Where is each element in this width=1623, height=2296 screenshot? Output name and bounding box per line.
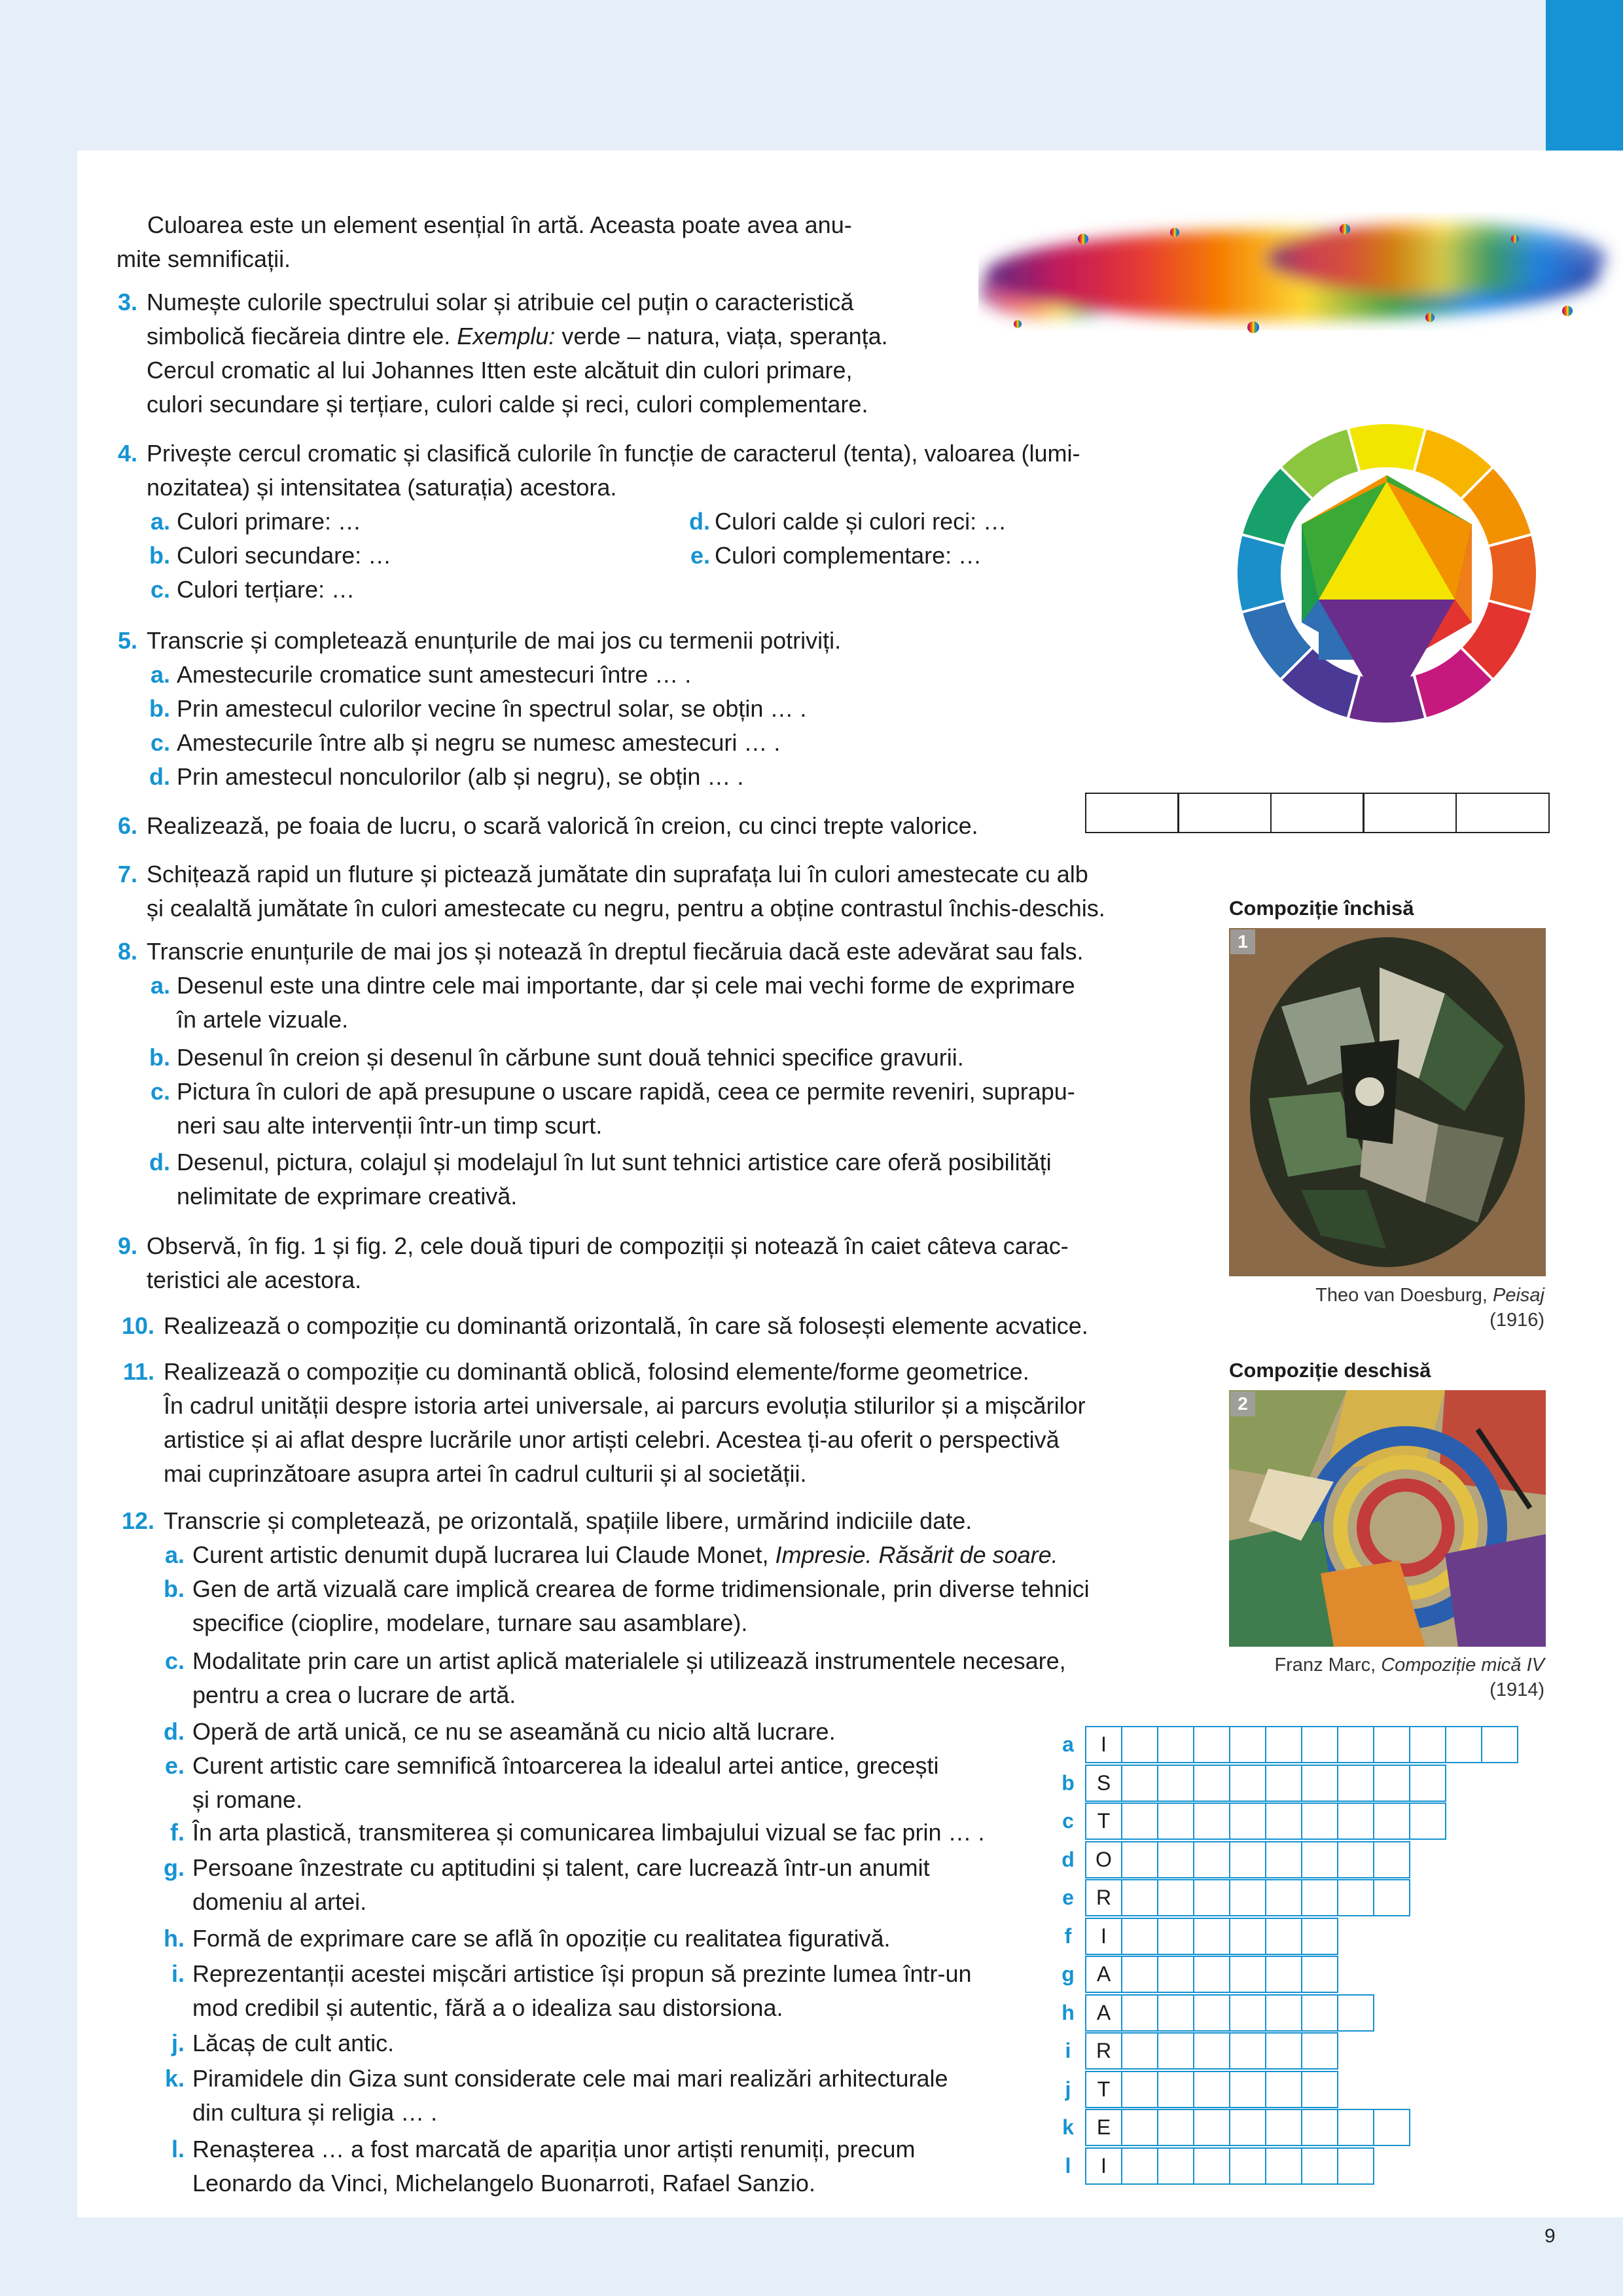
q3-line-1: Numește culorile spectrului solar și atribuie cel puțin o caracteristică <box>147 289 854 315</box>
crossword-cell[interactable] <box>1121 1803 1158 1840</box>
crossword-key-cell: T <box>1085 2071 1122 2108</box>
crossword-cell[interactable] <box>1301 2071 1338 2108</box>
crossword-row <box>1086 1765 1446 1802</box>
crossword-cell[interactable] <box>1229 1918 1266 1955</box>
crossword-cell[interactable] <box>1373 2109 1410 2146</box>
q12-g-line-2: domeniu al artei. <box>192 1888 367 1915</box>
q5-c-text: Amestecurile între alb și negru se numesc amestecuri … . <box>177 729 781 756</box>
q6-line-1: Realizează, pe foaia de lucru, o scară valorică în creion, cu cinci trepte valorice. <box>147 812 978 839</box>
crossword-cell[interactable] <box>1409 1726 1446 1763</box>
q6-number: 6. <box>117 812 137 839</box>
crossword-cell[interactable] <box>1373 1765 1410 1802</box>
q8-line-1: Transcrie enunțurile de mai jos și notează în dreptul fiecăruia dacă este adevărat sau fals. <box>147 938 1084 965</box>
crossword-row-label: c <box>1062 1809 1074 1833</box>
crossword-cell[interactable] <box>1337 1841 1374 1878</box>
q8-a-line-2: în artele vizuale. <box>177 1006 349 1033</box>
q4-a-letter: a. <box>150 508 170 535</box>
q12-j-text: Lăcaș de cult antic. <box>192 2030 395 2056</box>
crossword-cell[interactable] <box>1157 1994 1194 2032</box>
q4-d-letter: d. <box>689 508 710 535</box>
crossword-cell[interactable] <box>1337 1879 1374 1916</box>
q12-h-letter: h. <box>164 1925 185 1952</box>
q12-g-letter: g. <box>164 1854 185 1881</box>
crossword-row <box>1086 2032 1338 2070</box>
crossword-cell[interactable] <box>1337 2147 1374 2185</box>
q4-e-text: Culori complementare: … <box>715 542 982 569</box>
q3-line-3: Cercul cromatic al lui Johannes Itten este alcătuit din culori primare, <box>147 357 853 384</box>
q4-c-text: Culori terțiare: … <box>177 576 355 603</box>
crossword-cell[interactable] <box>1265 1726 1302 1763</box>
crossword-row <box>1086 2147 1374 2185</box>
intro-line-2: mite semnificații. <box>116 245 291 272</box>
crossword-row <box>1086 1841 1410 1878</box>
q3-number: 3. <box>117 289 137 315</box>
q4-line-2: nozitatea) și intensitatea (saturația) acestora. <box>147 474 617 501</box>
crossword-cell[interactable] <box>1409 1765 1446 1802</box>
crossword-cell[interactable] <box>1157 2071 1194 2108</box>
q12-b-line-2: specifice (cioplire, modelare, turnare sau asamblare). <box>192 1609 748 1636</box>
crossword-key-cell: A <box>1085 1994 1122 2032</box>
value-scale <box>1086 793 1550 833</box>
q4-b-letter: b. <box>149 542 170 569</box>
q9-line-2: teristici ale acestora. <box>147 1266 362 1293</box>
crossword-cell[interactable] <box>1193 1765 1230 1802</box>
crossword-cell[interactable] <box>1121 1879 1158 1916</box>
value-step <box>1177 793 1272 833</box>
crossword-key-cell: R <box>1085 2032 1122 2070</box>
q10-number: 10. <box>121 1312 154 1339</box>
color-wheel-segment <box>1488 534 1537 612</box>
crossword-cell[interactable] <box>1337 1803 1374 1840</box>
q8-d-line-1: Desenul, pictura, colajul și modelajul în lut sunt tehnici artistice care oferă posibilități <box>177 1149 1052 1175</box>
crossword-cell[interactable] <box>1265 1918 1302 1955</box>
crossword-row-label: i <box>1065 2039 1071 2062</box>
q4-a-text: Culori primare: … <box>177 508 362 535</box>
q12-g-line-1: Persoane înzestrate cu aptitudini și talent, care lucrează într-un anumit <box>192 1854 930 1881</box>
crossword-cell[interactable] <box>1193 2071 1230 2108</box>
crossword-cell[interactable] <box>1337 1726 1374 1763</box>
crossword-cell[interactable] <box>1265 1956 1302 1993</box>
crossword-row <box>1086 1994 1374 2032</box>
crossword-cell[interactable] <box>1193 1879 1230 1916</box>
crossword-cell[interactable] <box>1229 2109 1266 2146</box>
crossword-cell[interactable] <box>1121 2071 1158 2108</box>
crossword-cell[interactable] <box>1265 2147 1302 2185</box>
color-wheel-image <box>1226 412 1548 734</box>
crossword-cell[interactable] <box>1229 1994 1266 2032</box>
crossword-cell[interactable] <box>1301 2032 1338 2070</box>
q5-c-letter: c. <box>150 729 170 756</box>
q5-line-1: Transcrie și completează enunțurile de mai jos cu termenii potriviți. <box>147 627 842 654</box>
q8-number: 8. <box>117 938 137 965</box>
crossword-key-cell: I <box>1085 2147 1122 2185</box>
q11-para-3: mai cuprinzătoare asupra artei în cadrul culturii și al societății. <box>164 1460 807 1487</box>
crossword-cell[interactable] <box>1121 2109 1158 2146</box>
crossword-cell[interactable] <box>1193 1726 1230 1763</box>
q5-d-text: Prin amestecul nonculorilor (alb și negru), se obțin … . <box>177 763 744 790</box>
crossword-cell[interactable] <box>1193 1918 1230 1955</box>
crossword-cell[interactable] <box>1301 1956 1338 1993</box>
crossword-key-cell: I <box>1085 1918 1122 1955</box>
crossword-row-label: f <box>1064 1924 1072 1948</box>
crossword-cell[interactable] <box>1229 2071 1266 2108</box>
crossword-cell[interactable] <box>1193 2147 1230 2185</box>
intro-line-1: Culoarea este un element esențial în artă. Aceasta poate avea anu- <box>147 211 852 238</box>
crossword-cell[interactable] <box>1373 1841 1410 1878</box>
crossword-cell[interactable] <box>1157 1918 1194 1955</box>
crossword-cell[interactable] <box>1337 1994 1374 2032</box>
crossword-cell[interactable] <box>1121 1841 1158 1878</box>
crossword-cell[interactable] <box>1265 1841 1302 1878</box>
color-wheel-segment <box>1236 534 1285 612</box>
q12-e-line-1: Curent artistic care semnifică întoarcerea la idealul artei antice, grecești <box>192 1752 939 1779</box>
q7-line-1: Schițează rapid un fluture și pictează jumătate din suprafața lui în culori amestecate cu alb <box>147 861 1088 888</box>
q7-number: 7. <box>117 861 137 888</box>
crossword-cell[interactable] <box>1229 1765 1266 1802</box>
value-step <box>1270 793 1364 833</box>
crossword-row <box>1086 1803 1446 1840</box>
fig1-caption: Theo van Doesburg, Peisaj (1916) <box>1315 1285 1544 1331</box>
crossword-cell[interactable] <box>1265 1879 1302 1916</box>
q5-b-text: Prin amestecul culorilor vecine în spectrul solar, se obțin … . <box>177 695 807 722</box>
fig2-number: 2 <box>1230 1391 1255 1416</box>
fig1-painting <box>1229 928 1546 1276</box>
q12-k-letter: k. <box>164 2065 185 2092</box>
crossword-key-cell: S <box>1085 1765 1122 1802</box>
q12-number: 12. <box>121 1507 154 1534</box>
q12-a-text: Curent artistic denumit după lucrarea lui Claude Monet, Impresie. Răsărit de soare. <box>192 1541 1058 1568</box>
q5-a-letter: a. <box>150 661 170 688</box>
q11-number: 11. <box>122 1358 154 1385</box>
crossword-cell[interactable] <box>1193 1803 1230 1840</box>
chapter-tab <box>1546 0 1623 151</box>
q12-e-line-2: și romane. <box>192 1786 303 1813</box>
crossword-cell[interactable] <box>1301 1726 1338 1763</box>
crossword-row <box>1086 1956 1338 1993</box>
crossword-cell[interactable] <box>1265 1765 1302 1802</box>
crossword-cell[interactable] <box>1157 1803 1194 1840</box>
q8-c-line-2: neri sau alte intervenții într-un timp scurt. <box>177 1112 603 1139</box>
crossword-row <box>1086 2109 1410 2146</box>
q12-c-line-1: Modalitate prin care un artist aplică materialele și utilizează instrumentele necesare, <box>192 1647 1066 1674</box>
crossword-cell[interactable] <box>1193 2109 1230 2146</box>
crossword-row <box>1086 2071 1338 2108</box>
q4-number: 4. <box>117 440 137 467</box>
crossword-cell[interactable] <box>1229 1726 1266 1763</box>
q12-f-letter: f. <box>170 1819 185 1846</box>
crossword-cell[interactable] <box>1193 1994 1230 2032</box>
crossword-cell[interactable] <box>1301 1841 1338 1878</box>
crossword-cell[interactable] <box>1409 1803 1446 1840</box>
q12-a-letter: a. <box>164 1541 185 1568</box>
fig2-painting <box>1229 1390 1546 1647</box>
crossword-cell[interactable] <box>1265 2032 1302 2070</box>
fig1-number: 1 <box>1230 929 1255 954</box>
crossword-key-cell: I <box>1085 1726 1122 1763</box>
q12-f-text: În arta plastică, transmiterea și comunicarea limbajului vizual se fac prin … . <box>192 1819 985 1846</box>
q12-b-line-1: Gen de artă vizuală care implică crearea de forme tridimensionale, prin diverse tehnici <box>192 1575 1090 1602</box>
crossword-row <box>1086 1726 1518 1763</box>
crossword-cell[interactable] <box>1229 1803 1266 1840</box>
crossword-cell[interactable] <box>1121 1918 1158 1955</box>
crossword-cell[interactable] <box>1121 2032 1158 2070</box>
crossword-cell[interactable] <box>1157 1956 1194 1993</box>
crossword-cell[interactable] <box>1373 1879 1410 1916</box>
crossword-cell[interactable] <box>1121 1956 1158 1993</box>
crossword-cell[interactable] <box>1337 1765 1374 1802</box>
q12-c-letter: c. <box>164 1647 185 1674</box>
q12-d-text: Operă de artă unică, ce nu se aseamănă cu nicio altă lucrare. <box>192 1718 836 1745</box>
fig1-heading: Compoziție închisă <box>1229 897 1414 920</box>
crossword-cell[interactable] <box>1301 1765 1338 1802</box>
q12-i-line-1: Reprezentanții acestei mișcări artistice își propun să prezinte lumea într-un <box>192 1960 972 1987</box>
q12-line-1: Transcrie și completează, pe orizontală, spațiile libere, urmărind indiciile date. <box>164 1507 972 1534</box>
crossword-cell[interactable] <box>1301 1918 1338 1955</box>
crossword-cell[interactable] <box>1121 1765 1158 1802</box>
q12-j-letter: j. <box>171 2030 185 2056</box>
q12-i-line-2: mod credibil și autentic, fără a o idealiza sau distorsiona. <box>192 1994 783 2021</box>
crossword-cell[interactable] <box>1157 1841 1194 1878</box>
crossword-key-cell: T <box>1085 1803 1122 1840</box>
q12-l-line-1: Renașterea … a fost marcată de apariția unor artiști renumiți, precum <box>192 2136 916 2162</box>
q4-d-text: Culori calde și culori reci: … <box>715 508 1007 535</box>
crossword-cell[interactable] <box>1373 1726 1410 1763</box>
q8-d-letter: d. <box>149 1149 170 1175</box>
crossword-cell[interactable] <box>1445 1726 1482 1763</box>
q10-line-1: Realizează o compoziție cu dominantă orizontală, în care să folosești elemente acvatice. <box>164 1312 1088 1339</box>
q12-h-text: Formă de exprimare care se află în opoziție cu realitatea figurativă. <box>192 1925 891 1952</box>
q11-para-1: În cadrul unității despre istoria artei universale, ai parcurs evoluția stilurilor și a mișcărilor <box>164 1392 1086 1419</box>
crossword-row <box>1086 1918 1338 1955</box>
q8-c-line-1: Pictura în culori de apă presupune o uscare rapidă, ceea ce permite reveniri, suprapu- <box>177 1078 1075 1105</box>
fig2-heading: Compoziție deschisă <box>1229 1359 1431 1382</box>
crossword-cell[interactable] <box>1157 2147 1194 2185</box>
crossword-row-label: k <box>1062 2115 1074 2139</box>
q4-c-letter: c. <box>150 576 170 603</box>
crossword-cell[interactable] <box>1229 2032 1266 2070</box>
q12-c-line-2: pentru a crea o lucrare de artă. <box>192 1681 516 1708</box>
crossword-row-label: j <box>1065 2077 1071 2101</box>
q12-d-letter: d. <box>164 1718 185 1745</box>
crossword-cell[interactable] <box>1229 1879 1266 1916</box>
crossword-cell[interactable] <box>1301 1994 1338 2032</box>
color-wheel-segment <box>1347 423 1425 472</box>
q12-k-line-2: din cultura și religia … . <box>192 2099 438 2126</box>
q5-number: 5. <box>117 627 137 654</box>
crossword-key-cell: A <box>1085 1956 1122 1993</box>
crossword-cell[interactable] <box>1157 1765 1194 1802</box>
crossword-cell[interactable] <box>1157 1879 1194 1916</box>
crossword-cell[interactable] <box>1193 2032 1230 2070</box>
crossword-cell[interactable] <box>1301 1879 1338 1916</box>
crossword-cell[interactable] <box>1121 2147 1158 2185</box>
q12-l-line-2: Leonardo da Vinci, Michelangelo Buonarroti, Rafael Sanzio. <box>192 2170 815 2197</box>
crossword-cell[interactable] <box>1337 2109 1374 2146</box>
crossword-key-cell: R <box>1085 1879 1122 1916</box>
q11-para-2: artistice și ai aflat despre lucrările unor artiști celebri. Acestea ți-au oferit o perspectivă <box>164 1426 1060 1453</box>
crossword-cell[interactable] <box>1301 1803 1338 1840</box>
q7-line-2: și cealaltă jumătate în culori amestecate cu negru, pentru a obține contrastul închis-deschis. <box>147 895 1105 922</box>
page-number: 9 <box>1544 2225 1556 2247</box>
q8-a-line-1: Desenul este una dintre cele mai importante, dar și cele mai vechi forme de exprimare <box>177 972 1075 999</box>
value-step <box>1085 793 1179 833</box>
q8-d-line-2: nelimitate de exprimare creativă. <box>177 1183 518 1210</box>
q5-d-letter: d. <box>149 763 170 790</box>
crossword-cell[interactable] <box>1157 2109 1194 2146</box>
crossword-cell[interactable] <box>1265 2071 1302 2108</box>
crossword-cell[interactable] <box>1265 2109 1302 2146</box>
crossword-row-label: l <box>1065 2153 1071 2178</box>
crossword-cell[interactable] <box>1373 1803 1410 1840</box>
crossword-row-label: b <box>1061 1770 1075 1795</box>
crossword-cell[interactable] <box>1481 1726 1518 1763</box>
q8-b-line-1: Desenul în creion și desenul în cărbune sunt două tehnici specifice gravurii. <box>177 1044 964 1071</box>
q9-line-1: Observă, în fig. 1 și fig. 2, cele două tipuri de compoziții și notează în caiet câteva carac- <box>147 1232 1069 1259</box>
crossword-cell[interactable] <box>1157 1726 1194 1763</box>
q8-c-letter: c. <box>150 1078 170 1105</box>
crossword-row-label: d <box>1061 1847 1075 1871</box>
q9-number: 9. <box>117 1232 137 1259</box>
crossword-cell[interactable] <box>1229 2147 1266 2185</box>
crossword-row-label: h <box>1061 2000 1075 2024</box>
crossword-cell[interactable] <box>1301 2109 1338 2146</box>
crossword-cell[interactable] <box>1121 1726 1158 1763</box>
crossword-cell[interactable] <box>1229 1956 1266 1993</box>
crossword-cell[interactable] <box>1121 1994 1158 2032</box>
q12-l-letter: l. <box>171 2136 185 2162</box>
crossword-cell[interactable] <box>1229 1841 1266 1878</box>
q5-b-letter: b. <box>149 695 170 722</box>
q4-e-letter: e. <box>690 542 710 569</box>
crossword-cell[interactable] <box>1157 2032 1194 2070</box>
q5-a-text: Amestecurile cromatice sunt amestecuri între … . <box>177 661 692 688</box>
value-step <box>1455 793 1550 833</box>
crossword-key-cell: O <box>1085 1841 1122 1878</box>
crossword-row-label: a <box>1062 1732 1074 1756</box>
crossword-cell[interactable] <box>1265 1994 1302 2032</box>
q12-b-letter: b. <box>164 1575 185 1602</box>
q12-i-letter: i. <box>171 1960 185 1987</box>
crossword-cell[interactable] <box>1193 1956 1230 1993</box>
q11-line-1: Realizează o compoziție cu dominantă oblică, folosind elemente/forme geometrice. <box>164 1358 1029 1385</box>
value-step <box>1363 793 1457 833</box>
q3-line-4: culori secundare și terțiare, culori calde și reci, culori complementare. <box>147 391 868 418</box>
crossword-cell[interactable] <box>1301 2147 1338 2185</box>
fig2-caption: Franz Marc, Compoziție mică IV (1914) <box>1274 1655 1544 1700</box>
q12-k-line-1: Piramidele din Giza sunt considerate cele mai mari realizări arhitecturale <box>192 2065 948 2092</box>
crossword-cell[interactable] <box>1193 1841 1230 1878</box>
color-splash-image <box>978 213 1623 353</box>
q12-e-letter: e. <box>164 1752 185 1779</box>
crossword-row-label: g <box>1061 1962 1075 1986</box>
crossword-row-label: e <box>1062 1886 1074 1909</box>
crossword-row <box>1086 1879 1410 1916</box>
q3-line-2: simbolică fiecăreia dintre ele. Exemplu: verde – natura, viața, speranța. <box>147 323 888 350</box>
crossword-key-cell: E <box>1085 2109 1122 2146</box>
q4-line-1: Privește cercul cromatic și clasifică culorile în funcție de caracterul (tenta), valoarea (lumi- <box>147 440 1080 467</box>
q8-b-letter: b. <box>149 1044 170 1071</box>
q4-b-text: Culori secundare: … <box>177 542 392 569</box>
crossword-cell[interactable] <box>1265 1803 1302 1840</box>
q8-a-letter: a. <box>150 972 170 999</box>
